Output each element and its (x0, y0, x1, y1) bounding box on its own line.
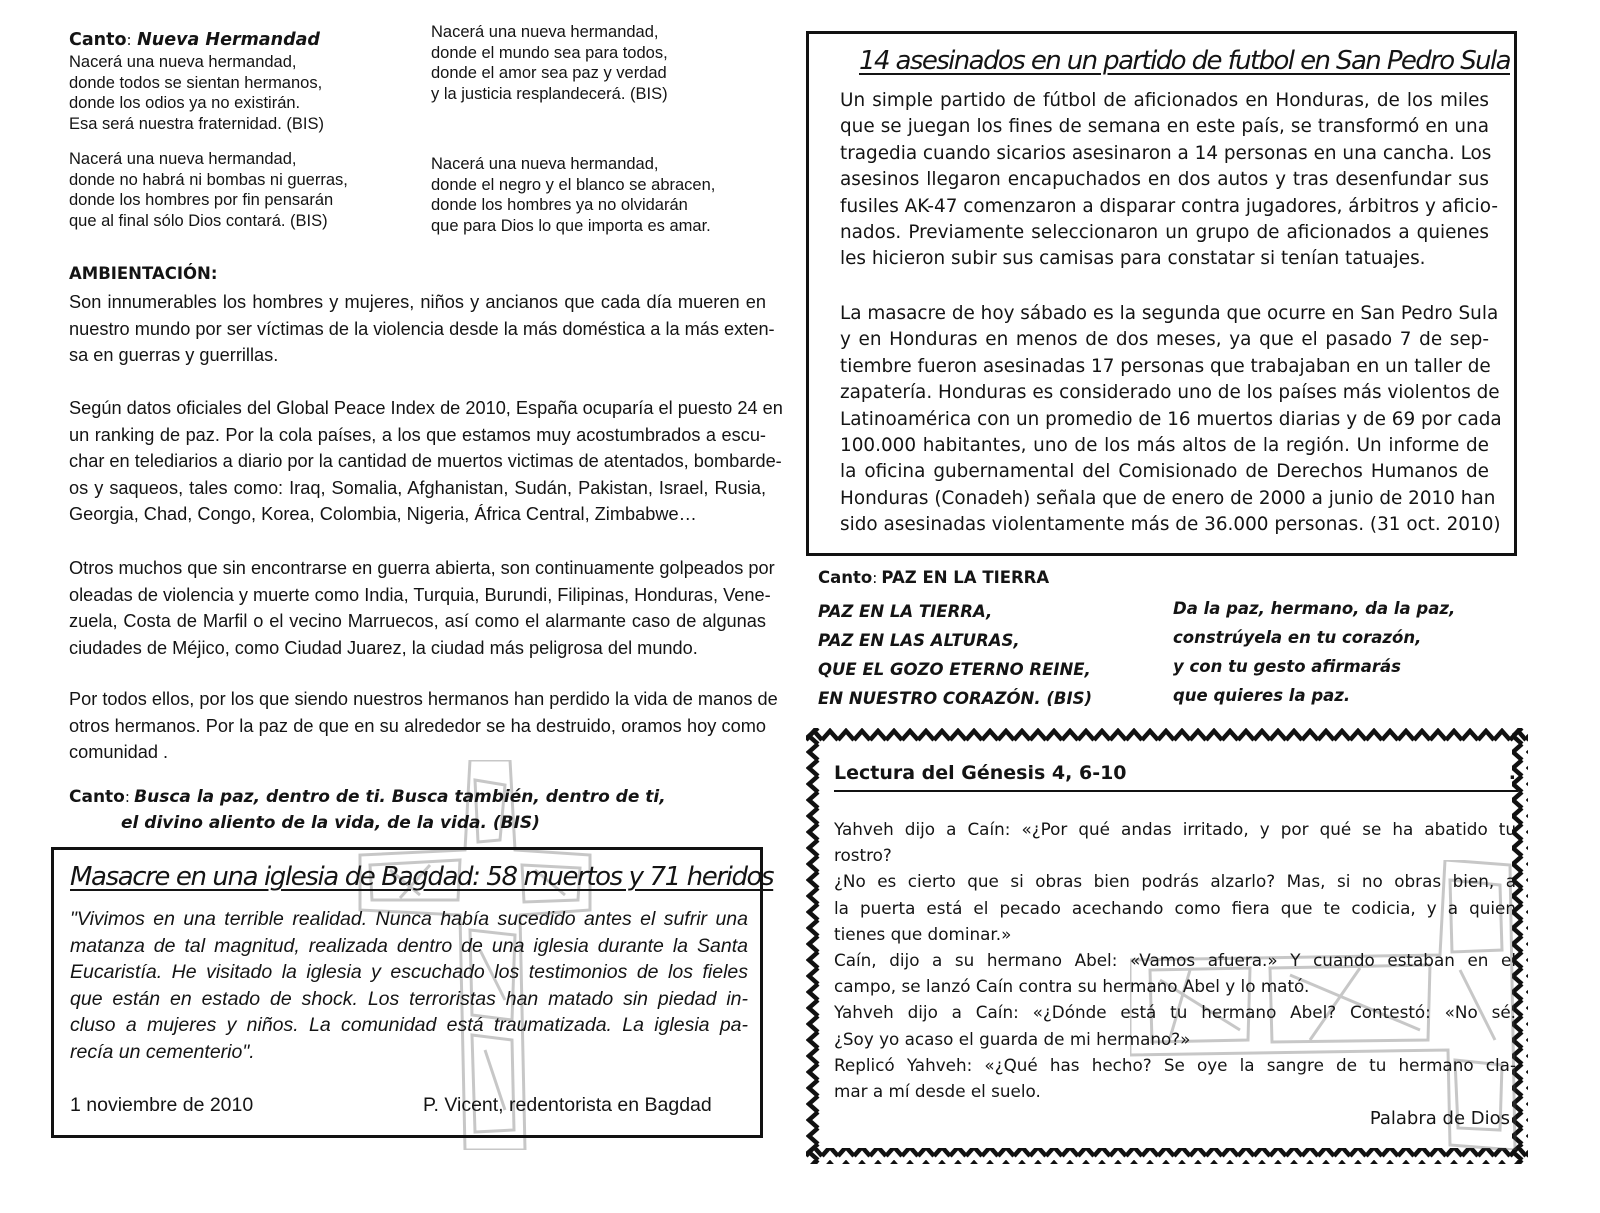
ambientacion-paragraph: Según datos oficiales del Global Peace Index de 2010, España ocuparía el puesto 24 en un ranking de paz. Por la cola países, a los que estamos muy acostumbrados a escu- char en telediarios a diario por la cantidad de muertos victimas de atentados, bombarde- os y saqueos, tales como: Iraq, Somalia, Afghanistan, Sudán, Pakistan, Israel, Rusia, Georgia, Chad, Congo, Korea, Colombia, Nigeria, África Central, Zimbabwe… (69, 398, 783, 524)
song-title: PAZ EN LA TIERRA (881, 568, 1050, 587)
stanza: Nacerá una nueva hermandad, donde todos se sientan hermanos, donde los odios ya no existirán. Esa será nuestra fraternidad. (BIS) (69, 53, 324, 133)
stanza: PAZ EN LA TIERRA, PAZ EN LAS ALTURAS, QUE EL GOZO ETERNO REINE, EN NUESTRO CORAZÓN. (BIS) (818, 602, 1093, 708)
honduras-news-box (806, 31, 1517, 556)
lectura-title: Lectura del Génesis 4, 6-10 . (834, 760, 1518, 792)
canto-label: Canto (818, 568, 873, 587)
honduras-paragraph: Un simple partido de fútbol de aficionados en Honduras, de los miles que se juegan los fines de semana en este país, se transformó en una tragedia cuando sicarios asesinaron a 14 personas en una cancha. Los asesinos llegaron encapuchados en dos autos y tras desenfundar sus fusiles AK-47 comenzaron a disparar contra jugadores, árbitros y aficio- nados. Previamente seleccionaron un grupo de aficionados a quienes les hicieron subir sus camisas para constatar si tenían tatuajes. (840, 90, 1498, 270)
ambientacion-heading: AMBIENTACIÓN: (69, 264, 218, 283)
lectura-text: Yahveh dijo a Caín: «¿Por qué andas irritado, y por qué se ha abatido tu rostro? ¿No es cierto que si obras bien podrás alzarlo? Mas, si no obras bien, a la puerta está el pecado acechando como fiera que te codicia, y a quien tienes que dominar.» Caín, dijo a su hermano Abel: «Vamos afuera.» Y cuando estaban en el campo, se lanzó Caín contra su hermano Abel y lo mató. Yahveh dijo a Caín: «¿Dónde está tu hermano Abel? Contestó: «No sé. ¿Soy yo acaso el guarda de mi hermano?» Replicó Yahveh: «¿Qué has hecho? Se oye la sangre de tu hermano cla- mar a mí desde el suelo. (834, 819, 1516, 1102)
bagdad-headline: Masacre en una iglesia de Bagdad: 58 muertos y 71 heridos (70, 862, 774, 892)
song-paz-en-la-tierra: Canto: PAZ EN LA TIERRA PAZ EN LA TIERRA, PAZ EN LAS ALTURAS, QUE EL GOZO ETERNO REINE, EN NUESTRO CORAZÓN. (BIS) Da la paz, hermano, da la paz, constrúyela en tu corazón, y con tu gesto afirmarás que quieres la paz. (818, 568, 1518, 718)
palabra-de-dios: Palabra de Dios (1369, 1108, 1510, 1129)
bagdad-quote: "Vivimos en una terrible realidad. Nunca había sucedido antes el sufrir una matanza de tal magnitud, realizada dentro de una iglesia durante la Santa Eucaristía. He visitado la iglesia y escuchado los testimonios de los fieles que están en estado de shock. Los terroristas han matado sin piedad in- cluso a mujeres y niños. La comunidad está traumatizada. La iglesia pa- recía un cementerio". (70, 908, 748, 1063)
bagdad-author: P. Vicent, redentorista en Bagdad (423, 1094, 712, 1116)
lectura-box (834, 760, 1518, 1140)
song-title: Nueva Hermandad (137, 30, 320, 50)
ambientacion-paragraph: Por todos ellos, por los que siendo nuestros hermanos han perdido la vida de manos de otros hermanos. Por la paz de que en su alrededor se ha destruido, oramos hoy como comunidad . (69, 689, 778, 762)
bagdad-date: 1 noviembre de 2010 (70, 1094, 254, 1116)
stanza: Nacerá una nueva hermandad, donde el mundo sea para todos, donde el amor sea paz y verdad y la justicia resplandecerá. (BIS) (431, 23, 668, 103)
song-nueva-hermandad: Canto: Nueva Hermandad Nacerá una nueva hermandad, donde todos se sientan hermanos, donde los odios ya no existirán. Esa será nuestra fraternidad. (BIS) Nacerá una nueva hermandad, donde el mundo sea para todos, donde el amor sea paz y verdad y la justicia resplandecerá. (BIS) Nacerá una nueva hermandad, donde no habrá ni bombas ni guerras, donde los hombres por fin pensarán que al final sólo Dios contará. (BIS) Nacerá una nueva hermandad, donde el negro y el blanco se abracen, donde los hombres ya no olvidarán que para Dios lo que importa es amar. (69, 23, 716, 235)
honduras-headline: 14 asesinados en un partido de futbol en San Pedro Sula (859, 46, 1510, 76)
stanza: Da la paz, hermano, da la paz, constrúyela en tu corazón, y con tu gesto afirmarás que quieres la paz. (1173, 599, 1456, 705)
canto-label: Canto (69, 30, 127, 50)
song-busca-la-paz: Canto: Busca la paz, dentro de ti. Busca también, dentro de ti, el divino aliento de la vida, de la vida. (BIS) (69, 787, 666, 833)
bagdad-news-box (51, 847, 774, 1138)
stanza: Nacerá una nueva hermandad, donde no habrá ni bombas ni guerras, donde los hombres por fin pensarán que al final sólo Dios contará. (BIS) (69, 150, 348, 230)
stanza: Nacerá una nueva hermandad, donde el negro y el blanco se abracen, donde los hombres ya no olvidarán que para Dios lo que importa es amar. (431, 155, 716, 235)
ambientacion-paragraph: Son innumerables los hombres y mujeres, niños y ancianos que cada día mueren en nuestro mundo por ser víctimas de la violencia desde la más doméstica a la más exten- sa en guerras y guerrillas. (69, 292, 775, 365)
ambientacion-paragraph: Otros muchos que sin encontrarse en guerra abierta, son continuamente golpeados por oleadas de violencia y muerte como India, Turquia, Burundi, Filipinas, Honduras, Vene- zuela, Costa de Marfil o el vecino Marruecos, así como el alarmante caso de algunas ciudades de Méjico, como Ciudad Juarez, la ciudad más peligrosa del mundo. (69, 558, 775, 658)
canto-label: Canto (69, 787, 125, 807)
honduras-paragraph: La masacre de hoy sábado es la segunda que ocurre en San Pedro Sula y en Honduras en menos de dos meses, ya que el pasado 7 de sep- tiembre fueron asesinadas 17 personas que trabajaban en un taller de zapatería. Honduras es considerado uno de los países más violentos de Latinoamérica con un promedio de 16 muertos diarias y de 69 por cada 100.000 habitantes, uno de los más altos de la región. Un informe de la oficina gubernamental del Comisionado de Derechos Humanos de Honduras (Conadeh) señala que de enero de 2000 a junio de 2010 han sido asesinadas violentamente más de 36.000 personas. (31 oct. 2010) (840, 303, 1502, 536)
